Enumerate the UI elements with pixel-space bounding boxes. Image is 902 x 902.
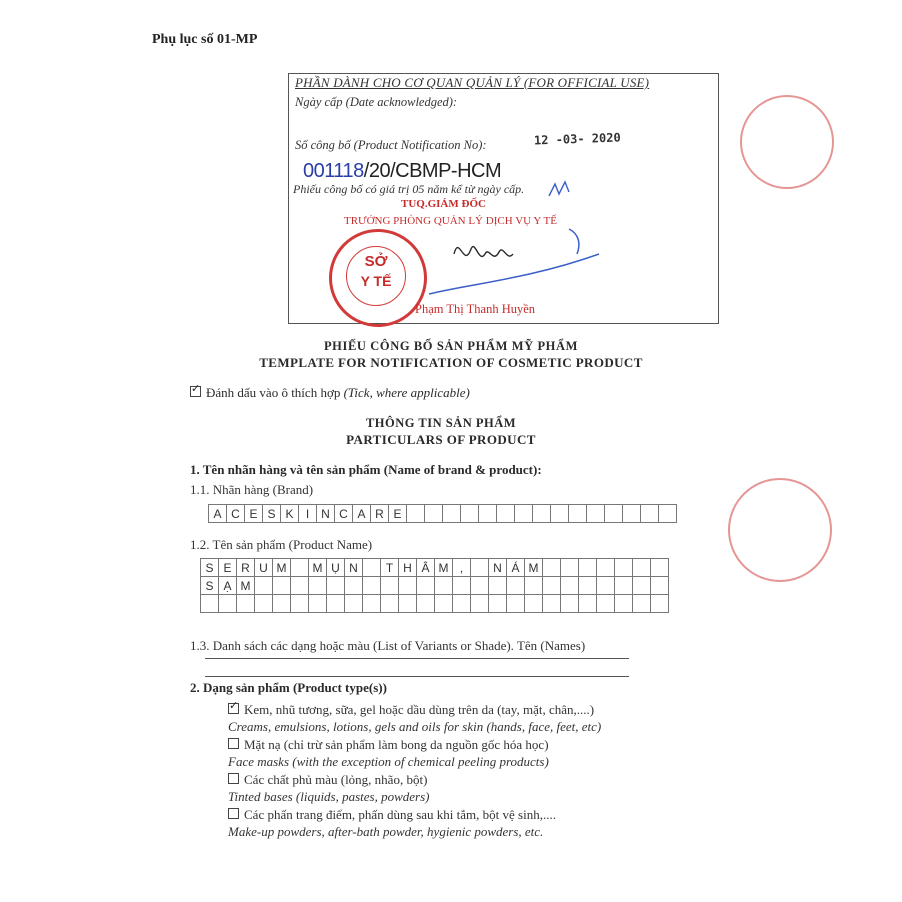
signer-name: Phạm Thị Thanh Huyền (415, 302, 536, 316)
brand-grid-cell: E (245, 505, 263, 523)
initial-scribble (547, 180, 577, 200)
product-grid-cell (471, 595, 489, 613)
brand-grid-cell (443, 505, 461, 523)
product-grid-cell (435, 577, 453, 595)
notification-date: 12 -03- 2020 (533, 130, 621, 148)
unchecked-box-icon[interactable] (228, 808, 239, 819)
brand-grid-cell (605, 505, 623, 523)
tick-instruction-en: (Tick, where applicable) (343, 385, 470, 400)
product-grid-cell: N (345, 559, 363, 577)
brand-grid-row (209, 505, 677, 523)
product-grid-cell (255, 577, 273, 595)
product-grid-cell (201, 595, 219, 613)
product-grid-cell: , (453, 559, 471, 577)
validity-note: Phiếu công bố có giá trị 05 năm kể từ ngày cấp. (293, 182, 525, 196)
product-grid-cell (453, 577, 471, 595)
product-type-label-en: Tinted bases (liquids, pastes, powders) (228, 789, 430, 804)
product-grid-cell (543, 595, 561, 613)
product-grid-cell (525, 595, 543, 613)
product-grid-cell (291, 559, 309, 577)
side-stamp-middle (728, 478, 832, 582)
brand-grid-cell (623, 505, 641, 523)
product-grid-cell (309, 595, 327, 613)
product-grid-cell (327, 577, 345, 595)
product-grid-cell: M (237, 577, 255, 595)
brand-grid-cell (425, 505, 443, 523)
product-grid-cell (435, 595, 453, 613)
product-grid-row-3 (201, 595, 669, 613)
product-grid-cell (651, 559, 669, 577)
brand-grid-cell: N (317, 505, 335, 523)
brand-grid-cell: C (335, 505, 353, 523)
appendix-number: Phụ lục số 01-MP (152, 32, 258, 47)
signature-title-2: TRƯỞNG PHÒNG QUẢN LÝ DỊCH VỤ Y TẾ (344, 215, 557, 227)
product-grid-cell (237, 595, 255, 613)
product-grid-cell (615, 595, 633, 613)
question-2-heading: 2. Dạng sản phẩm (Product type(s)) (190, 680, 387, 695)
product-type-label-vi: Mặt nạ (chỉ trừ sản phẩm làm bong da nguồn gốc hóa học) (244, 737, 549, 752)
product-grid-row-2 (201, 577, 669, 595)
product-grid-cell (363, 559, 381, 577)
notification-number-suffix: /20/CBMP-HCM (363, 160, 502, 182)
product-grid-cell (291, 595, 309, 613)
product-grid-cell (597, 577, 615, 595)
product-grid-cell (273, 595, 291, 613)
tick-instruction (190, 385, 470, 401)
product-grid-cell: U (255, 559, 273, 577)
product-grid-cell: N (489, 559, 507, 577)
product-grid-cell: S (201, 559, 219, 577)
product-grid-cell (489, 577, 507, 595)
official-use-box (288, 73, 719, 324)
product-grid-cell (579, 559, 597, 577)
notification-number-label: Số công bố (Product Notification No): (295, 138, 487, 152)
brand-grid-cell: R (371, 505, 389, 523)
brand-label: 1.1. Nhãn hàng (Brand) (190, 482, 314, 497)
product-grid-cell: Ụ (327, 559, 345, 577)
brand-grid-cell: E (389, 505, 407, 523)
question-1-heading: 1. Tên nhãn hàng và tên sản phẩm (Name of brand & product): (190, 462, 542, 477)
product-grid-cell: Ạ (219, 577, 237, 595)
brand-grid-cell (641, 505, 659, 523)
date-acknowledged-label: Ngày cấp (Date acknowledged): (295, 95, 458, 109)
product-grid-cell (399, 595, 417, 613)
product-grid-cell (381, 595, 399, 613)
product-grid-cell: R (237, 559, 255, 577)
product-grid-cell (561, 595, 579, 613)
product-grid-cell (471, 577, 489, 595)
product-grid-cell: E (219, 559, 237, 577)
section-title-en: PARTICULARS OF PRODUCT (346, 432, 536, 447)
product-name-label: 1.2. Tên sản phẩm (Product Name) (190, 537, 373, 552)
product-grid-cell (273, 577, 291, 595)
product-grid-cell (633, 577, 651, 595)
product-grid-cell (363, 577, 381, 595)
brand-grid-cell: K (281, 505, 299, 523)
product-grid-cell (471, 559, 489, 577)
product-grid-cell (309, 577, 327, 595)
checked-box-icon (190, 386, 201, 397)
product-grid-cell (615, 559, 633, 577)
signature-scribble (409, 224, 609, 304)
brand-grid-cell (479, 505, 497, 523)
brand-grid-cell (533, 505, 551, 523)
brand-grid-cell (407, 505, 425, 523)
variants-line-2 (205, 676, 629, 677)
product-grid-cell (633, 595, 651, 613)
product-grid-cell (417, 577, 435, 595)
product-type-label-vi: Kem, nhũ tương, sữa, gel hoặc dầu dùng trên da (tay, mặt, chân,....) (244, 702, 595, 717)
product-grid-cell (597, 595, 615, 613)
product-grid-cell (507, 577, 525, 595)
product-grid-cell (489, 595, 507, 613)
product-grid-cell (525, 577, 543, 595)
checked-box-icon[interactable] (228, 703, 239, 714)
product-type-label-vi: Các chất phủ màu (lỏng, nhão, bột) (244, 772, 428, 787)
product-grid-cell: M (435, 559, 453, 577)
brand-grid-cell (497, 505, 515, 523)
side-stamp-top (740, 95, 834, 189)
official-use-header: PHẦN DÀNH CHO CƠ QUAN QUẢN LÝ (FOR OFFICIAL USE) (295, 75, 650, 90)
product-grid-cell (219, 595, 237, 613)
product-grid-cell (561, 559, 579, 577)
product-grid-cell (453, 595, 471, 613)
product-grid-cell: M (273, 559, 291, 577)
brand-grid-cell (515, 505, 533, 523)
variants-line-1 (205, 658, 629, 659)
signature-title-1: TUQ.GIÁM ĐỐC (401, 198, 486, 210)
notification-number-serial: 001118 (303, 160, 364, 182)
stamp-text-2: Y TẾ (360, 273, 392, 289)
brand-grid-cell: A (209, 505, 227, 523)
product-grid-cell (327, 595, 345, 613)
brand-grid-cell: C (227, 505, 245, 523)
product-grid-row-1 (201, 559, 669, 577)
product-grid-cell: M (525, 559, 543, 577)
product-grid-cell (615, 577, 633, 595)
product-name-grid (200, 558, 669, 613)
product-grid-cell (255, 595, 273, 613)
product-type-option (228, 702, 594, 718)
brand-grid (208, 504, 677, 523)
brand-grid-cell: S (263, 505, 281, 523)
brand-grid-cell (587, 505, 605, 523)
form-title-vi: PHIẾU CÔNG BỐ SẢN PHẨM MỸ PHẨM (323, 339, 579, 353)
product-grid-cell (651, 595, 669, 613)
notification-number (303, 160, 501, 183)
product-grid-cell (543, 577, 561, 595)
product-grid-cell (561, 577, 579, 595)
section-title-vi: THÔNG TIN SẢN PHẨM (365, 416, 517, 430)
brand-grid-cell (659, 505, 677, 523)
product-grid-cell (633, 559, 651, 577)
product-grid-cell: M (309, 559, 327, 577)
product-grid-cell (399, 577, 417, 595)
brand-grid-cell (551, 505, 569, 523)
form-title-en: TEMPLATE FOR NOTIFICATION OF COSMETIC PRODUCT (259, 355, 643, 370)
product-grid-cell: H (399, 559, 417, 577)
unchecked-box-icon[interactable] (228, 738, 239, 749)
product-grid-cell: Â (417, 559, 435, 577)
product-type-label-en: Creams, emulsions, lotions, gels and oils for skin (hands, face, feet, etc) (228, 719, 602, 734)
product-grid-cell: Á (507, 559, 525, 577)
product-grid-cell (363, 595, 381, 613)
product-grid-cell (597, 559, 615, 577)
product-grid-cell: T (381, 559, 399, 577)
product-grid-cell (417, 595, 435, 613)
product-type-label-en: Make-up powders, after-bath powder, hygienic powders, etc. (228, 824, 544, 839)
product-grid-cell (345, 595, 363, 613)
product-type-label-en: Face masks (with the exception of chemical peeling products) (228, 754, 549, 769)
product-grid-cell (651, 577, 669, 595)
product-grid-cell (579, 577, 597, 595)
product-grid-cell (507, 595, 525, 613)
product-grid-cell (381, 577, 399, 595)
brand-grid-cell (569, 505, 587, 523)
product-type-option (228, 772, 427, 788)
brand-grid-cell (461, 505, 479, 523)
stamp-inner-ring (346, 246, 406, 306)
product-grid-cell (291, 577, 309, 595)
unchecked-box-icon[interactable] (228, 773, 239, 784)
product-grid-cell (543, 559, 561, 577)
product-type-label-vi: Các phấn trang điểm, phấn dùng sau khi tắm, bột vệ sinh,.... (244, 807, 556, 822)
brand-grid-cell: A (353, 505, 371, 523)
tick-instruction-vi: Đánh dấu vào ô thích hợp (206, 385, 341, 400)
product-type-option (228, 737, 549, 753)
product-grid-cell (579, 595, 597, 613)
brand-grid-cell: I (299, 505, 317, 523)
product-grid-cell: S (201, 577, 219, 595)
stamp-text-1: SỞ (364, 253, 388, 270)
variants-label: 1.3. Danh sách các dạng hoặc màu (List of Variants or Shade). Tên (Names) (190, 638, 586, 653)
product-grid-cell (345, 577, 363, 595)
product-type-option (228, 807, 556, 823)
